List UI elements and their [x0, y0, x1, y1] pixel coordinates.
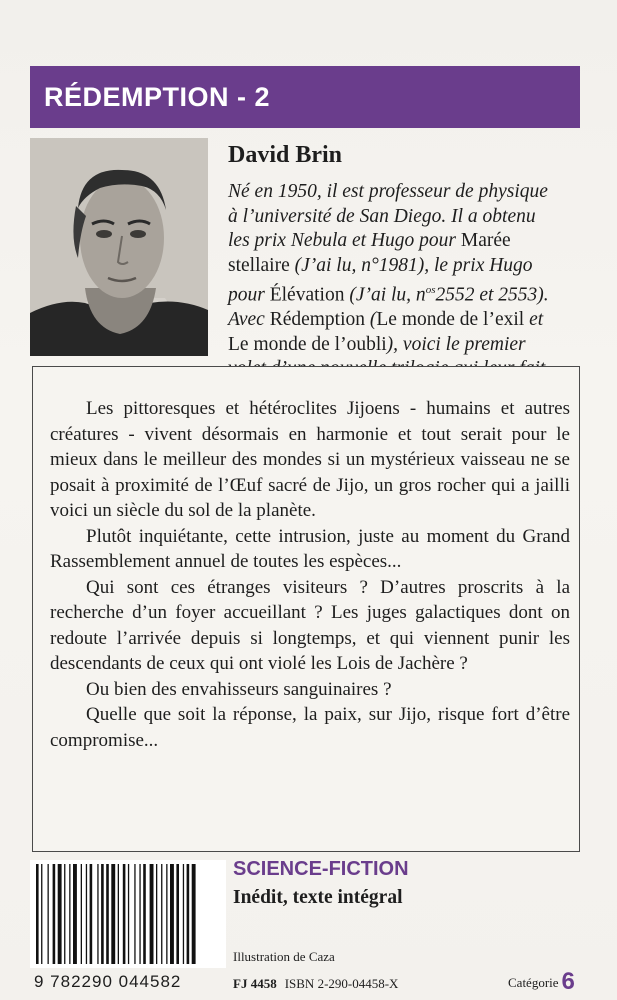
bio-run: Né en 1950, il est professeur de physique à l’université de San Diego. Il a obtenu les prix Nebula et Hugo pour [228, 181, 548, 251]
edition-label: Inédit, texte intégral [233, 887, 403, 908]
category-number: 6 [561, 968, 575, 995]
barcode-bar [64, 864, 65, 964]
barcode-bar [41, 864, 42, 964]
barcode-bar [176, 864, 179, 964]
barcode-bar [73, 864, 77, 964]
catalog-line [233, 976, 398, 992]
barcode-bar [58, 864, 62, 964]
bio-run: et [524, 309, 544, 330]
bio-run: ( [365, 309, 377, 330]
barcode-bar [139, 864, 140, 964]
barcode-bar [53, 864, 56, 964]
barcode-bar [69, 864, 70, 964]
summary-paragraph: Qui sont ces étranges visiteurs ? D’autres proscrits à la recherche d’un foyer accueillant ? Les juges galactiques dont on redoute l’arrivée depuis si longtemps, et qui viennent punir les descendants de ceux qui ont violé les Lois de Jachère ? [50, 576, 570, 674]
bio-run: ), voici le premier [386, 333, 526, 355]
barcode-bar [128, 864, 129, 964]
barcode-digits: 9 782290 044582 [34, 972, 182, 991]
category-text: Catégorie [508, 975, 559, 990]
barcode-bar [143, 864, 146, 964]
barcode-bar [118, 864, 119, 964]
bio-run: Le monde de l’exil [376, 309, 525, 330]
barcode-bar [150, 864, 154, 964]
summary-paragraph: Quelle que soit la réponse, la paix, sur Jijo, risque fort d’être compromise... [50, 704, 570, 751]
summary-paragraph: Les pittoresques et hétéroclites Jijoens - humains et autres créatures - vivent désormais en harmonie et tout serait pour le mieux dans le meilleur des mondes si un mystérieux vaisseau ne se posait à proximité de l’Œuf sacré de Jijo, un gros rocher qui a jailli voici un siècle du sol de la planète. [50, 398, 570, 521]
summary-paragraph: Plutôt inquiétante, cette intrusion, juste au moment du Grand Rassemblement annuel de toutes les espèces... [50, 525, 570, 572]
barcode-bar [192, 864, 196, 964]
barcode [30, 860, 226, 968]
barcode-bar [86, 864, 87, 964]
barcode-bar [97, 864, 98, 964]
barcode-bar [187, 864, 190, 964]
book-title: RÉDEMPTION - 2 [44, 81, 271, 112]
barcode-bar [48, 864, 49, 964]
barcode-bars [30, 860, 226, 968]
barcode-bar [123, 864, 126, 964]
barcode-bar [166, 864, 167, 964]
isbn-number: ISBN 2-290-04458-X [284, 976, 399, 991]
bio-run: os [425, 284, 436, 296]
barcode-bar [134, 864, 135, 964]
title-banner [30, 66, 580, 128]
barcode-bar [156, 864, 157, 964]
barcode-bar [106, 864, 109, 964]
bio-run: Le monde de l’oubli [228, 333, 387, 355]
illustration-credit: Illustration de Caza [233, 949, 335, 964]
series-code: FJ 4458 [233, 976, 277, 991]
barcode-bar [183, 864, 184, 964]
summary-paragraph: Ou bien des envahisseurs sanguinaires ? [86, 678, 392, 700]
barcode-bar [170, 864, 174, 964]
barcode-bar [81, 864, 82, 964]
barcode-bar [111, 864, 115, 964]
bio-run: Rédemption [269, 309, 366, 330]
barcode-bar [101, 864, 104, 964]
bio-run: (J’ai lu, n°1981), le prix Hugo pour [228, 254, 533, 306]
bio-run: Marée stellaire [228, 230, 511, 276]
barcode-bar [36, 864, 39, 964]
bio-run: Élévation [269, 284, 345, 306]
author-name: David Brin [228, 142, 343, 168]
category-label [508, 968, 575, 996]
genre-label: SCIENCE-FICTION [233, 858, 409, 880]
barcode-bar [161, 864, 162, 964]
bio-run: (J’ai lu, n [344, 284, 426, 306]
bio-run: 2552 et 2553). Avec [228, 284, 549, 330]
book-summary [50, 396, 570, 753]
author-photo [30, 138, 208, 356]
author-portrait-image [30, 138, 208, 356]
barcode-bar [90, 864, 93, 964]
